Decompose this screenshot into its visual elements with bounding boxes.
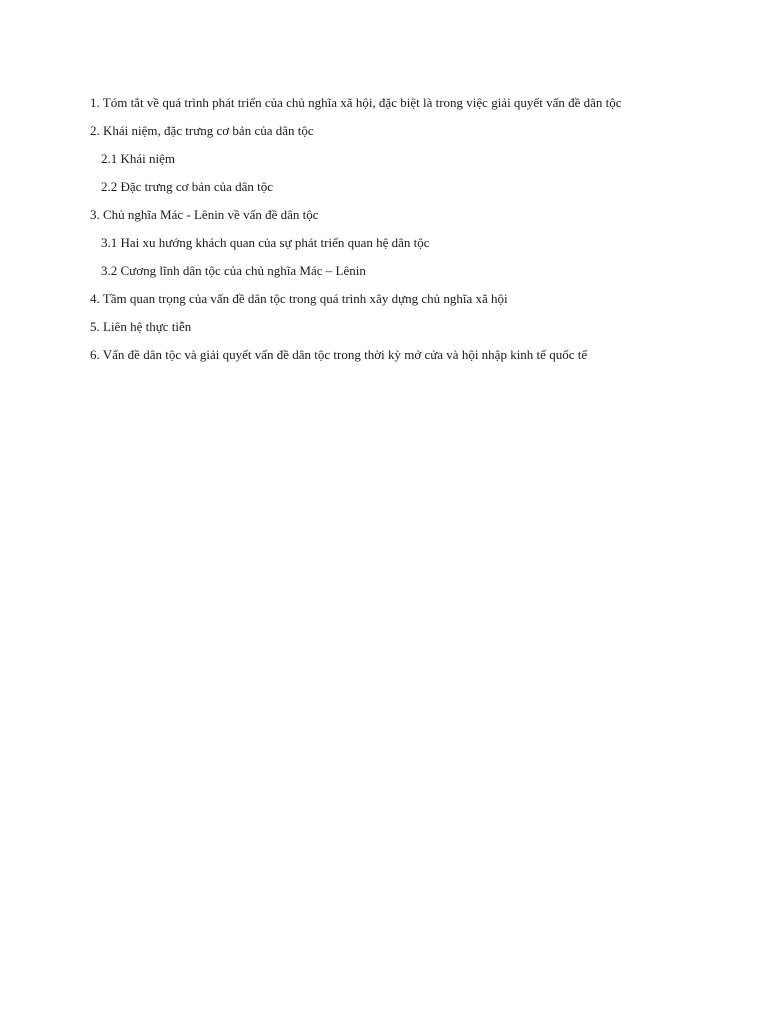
document-outline: [90, 89, 750, 369]
outline-item-2-2: 2.2 Đặc trưng cơ bản của dân tộc: [101, 179, 274, 194]
outline-item-3-1: 3.1 Hai xu hướng khách quan của sự phát triển quan hệ dân tộc: [101, 235, 430, 250]
outline-item-6: 6. Vấn đề dân tộc và giải quyết vấn đề dân tộc trong thời kỳ mở cửa và hội nhập kinh tế quốc tế: [90, 347, 588, 362]
outline-item-2: 2. Khái niệm, đặc trưng cơ bản của dân tộc: [90, 123, 314, 138]
outline-item-5: 5. Liên hệ thực tiễn: [90, 319, 192, 334]
outline-item-3: 3. Chủ nghĩa Mác - Lênin về vấn đề dân tộc: [90, 207, 319, 222]
outline-item-4: 4. Tầm quan trọng của vấn đề dân tộc trong quá trình xây dựng chủ nghĩa xã hội: [90, 291, 508, 306]
outline-item-3-2: 3.2 Cương lĩnh dân tộc của chủ nghĩa Mác – Lênin: [101, 263, 366, 278]
outline-item-2-1: 2.1 Khái niệm: [101, 151, 176, 166]
outline-item-1: 1. Tóm tắt về quá trình phát triển của chủ nghĩa xã hội, đặc biệt là trong việc giải quyết vấn đề dân tộc: [90, 95, 622, 110]
